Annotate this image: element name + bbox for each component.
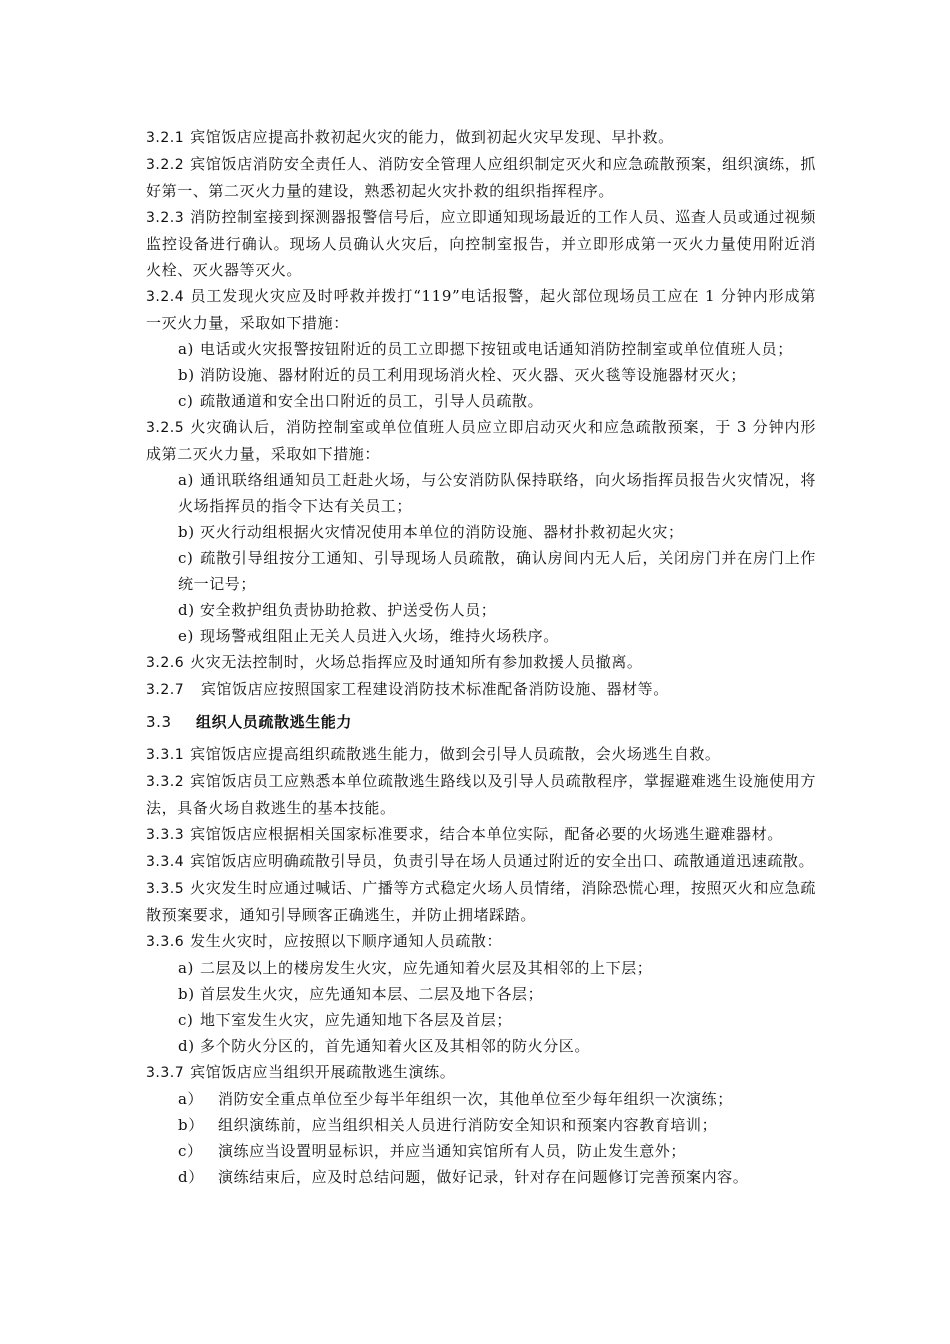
clause-3-3-6: 3.3.6 发生火灾时，应按照以下顺序通知人员疏散： [146,932,503,950]
clause-3-2-3: 3.2.3 消防控制室接到探测器报警信号后，应立即通知现场最近的工作人员、巡查人员或通过视频监控设备进行确认。现场人员确认火灾后，向控制室报告，并立即形成第一灭火力量使用附近消火栓、灭火器等灭火。 [146,208,816,279]
list-item: c) 地下室发生火灾，应先通知地下各层及首层； [178,1011,513,1029]
clause-3-3-1: 3.3.1 宾馆饭店应提高组织疏散逃生能力，做到会引导人员疏散，会火场逃生自救。 [146,745,721,763]
list-item: b) 首层发生火灾，应先通知本层、二层及地下各层； [178,985,544,1003]
clause-3-3-3: 3.3.3 宾馆饭店应根据相关国家标准要求，结合本单位实际，配备必要的火场逃生避难器材。 [146,825,783,843]
list-item: c) 疏散引导组按分工通知、引导现场人员疏散，确认房间内无人后，关闭房门并在房门上作统一记号； [178,549,816,593]
clause-3-3-4: 3.3.4 宾馆饭店应明确疏散引导员，负责引导在场人员通过附近的安全出口、疏散通道迅速疏散。 [146,852,815,870]
clause-3-2-4: 3.2.4 员工发现火灾应及时呼救并拨打“119”电话报警，起火部位现场员工应在 1 分钟内形成第一灭火力量，采取如下措施： [146,287,816,332]
list-item: d） 演练结束后，应及时总结问题，做好记录，针对存在问题修订完善预案内容。 [178,1168,749,1186]
clause-3-2-2: 3.2.2 宾馆饭店消防安全责任人、消防安全管理人应组织制定灭火和应急疏散预案，组织演练，抓好第一、第二灭火力量的建设，熟悉初起火灾扑救的组织指挥程序。 [146,155,816,200]
clause-3-3-7: 3.3.7 宾馆饭店应当组织开展疏散逃生演练。 [146,1063,456,1081]
document-page [146,124,816,1190]
clause-3-2-7: 3.2.7 宾馆饭店应按照国家工程建设消防技术标准配备消防设施、器材等。 [146,680,669,698]
clause-3-2-5: 3.2.5 火灾确认后，消防控制室或单位值班人员应立即启动灭火和应急疏散预案，于 3 分钟内形成第二灭火力量，采取如下措施： [146,418,816,463]
list-item: a） 消防安全重点单位至少每半年组织一次，其他单位至少每年组织一次演练； [178,1090,733,1108]
section-heading: 3.3 组织人员疏散逃生能力 [146,713,353,731]
list-item: a) 通讯联络组通知员工赶赴火场，与公安消防队保持联络，向火场指挥员报告火灾情况，将火场指挥员的指令下达有关员工； [178,471,816,515]
clause-3-2-1: 3.2.1 宾馆饭店应提高扑救初起火灾的能力，做到初起火灾早发现、早扑救。 [146,128,674,146]
list-item: b） 组织演练前，应当组织相关人员进行消防安全知识和预案内容教育培训； [178,1116,718,1134]
list-item: a) 二层及以上的楼房发生火灾，应先通知着火层及其相邻的上下层； [178,959,653,977]
list-item: a) 电话或火灾报警按钮附近的员工立即摁下按钮或电话通知消防控制室或单位值班人员； [178,340,793,358]
list-item: c） 演练应当设置明显标识，并应当通知宾馆所有人员，防止发生意外； [178,1142,687,1160]
list-item: b) 灭火行动组根据火灾情况使用本单位的消防设施、器材扑救初起火灾； [178,523,684,541]
list-item: d) 安全救护组负责协助抢救、护送受伤人员； [178,601,497,619]
list-item: d) 多个防火分区的，首先通知着火区及其相邻的防火分区。 [178,1037,591,1055]
list-item: e) 现场警戒组阻止无关人员进入火场，维持火场秩序。 [178,627,559,645]
list-item: b) 消防设施、器材附近的员工利用现场消火栓、灭火器、灭火毯等设施器材灭火； [178,366,747,384]
clause-3-3-2: 3.3.2 宾馆饭店员工应熟悉本单位疏散逃生路线以及引导人员疏散程序，掌握避难逃生设施使用方法，具备火场自救逃生的基本技能。 [146,772,816,817]
clause-3-2-6: 3.2.6 火灾无法控制时，火场总指挥应及时通知所有参加救援人员撤离。 [146,653,643,671]
clause-3-3-5: 3.3.5 火灾发生时应通过喊话、广播等方式稳定火场人员情绪，消除恐慌心理，按照灭火和应急疏散预案要求，通知引导顾客正确逃生，并防止拥堵踩踏。 [146,879,816,924]
list-item: c) 疏散通道和安全出口附近的员工，引导人员疏散。 [178,392,544,410]
